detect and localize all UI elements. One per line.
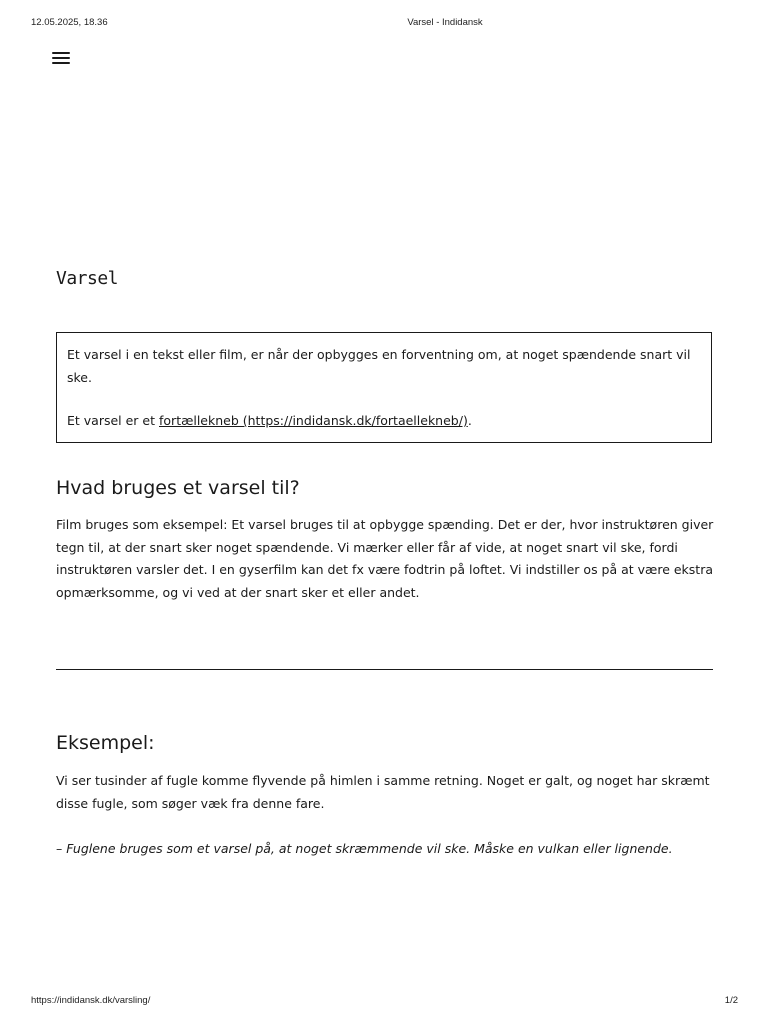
menu-icon-bar: [52, 62, 70, 64]
definition-box: [56, 332, 712, 443]
definition-link-prefix: Et varsel er et: [67, 413, 159, 428]
menu-icon-bar: [52, 52, 70, 54]
definition-link-line: [67, 410, 699, 433]
definition-text: Et varsel i en tekst eller film, er når der opbygges en forventning om, at noget spændende snart vil ske.: [67, 347, 691, 385]
section-divider: [56, 669, 713, 670]
menu-icon-bar: [52, 57, 70, 59]
example-quote: – Fuglene bruges som et varsel på, at noget skræmmende vil ske. Måske en vulkan eller lignende.: [56, 841, 673, 856]
uses-paragraph: Film bruges som eksempel: Et varsel bruges til at opbygge spænding. Det er der, hvor instruktøren giver tegn til, at der snart sker noget spændende. Vi mærker eller får af vide, at noget snart vil ske, fordi instruktøren varsler det. I en gyserfilm kan det fx være fodtrin på loftet. Vi indstiller os på at være ekstra opmærksomme, og vi ved at der snart sker et eller andet.: [56, 517, 714, 600]
example-heading: Eksempel:: [56, 732, 155, 754]
fortaellekneb-link[interactable]: fortællekneb (https://indidansk.dk/fortaellekneb/): [159, 413, 468, 428]
definition-link-suffix: .: [467, 413, 472, 428]
print-url: https://indidansk.dk/varsling/: [31, 995, 151, 1006]
print-page-number: 1/2: [724, 995, 738, 1006]
print-page-title: Varsel - Indidansk: [407, 17, 483, 28]
page-title: Varsel: [56, 268, 119, 289]
hamburger-menu-icon[interactable]: [52, 52, 70, 65]
uses-heading: Hvad bruges et varsel til?: [56, 477, 300, 499]
example-paragraph: Vi ser tusinder af fugle komme flyvende på himlen i samme retning. Noget er galt, og noget har skræmt disse fugle, som søger væk fra denne fare.: [56, 773, 710, 811]
print-datetime: 12.05.2025, 18.36: [31, 17, 108, 28]
